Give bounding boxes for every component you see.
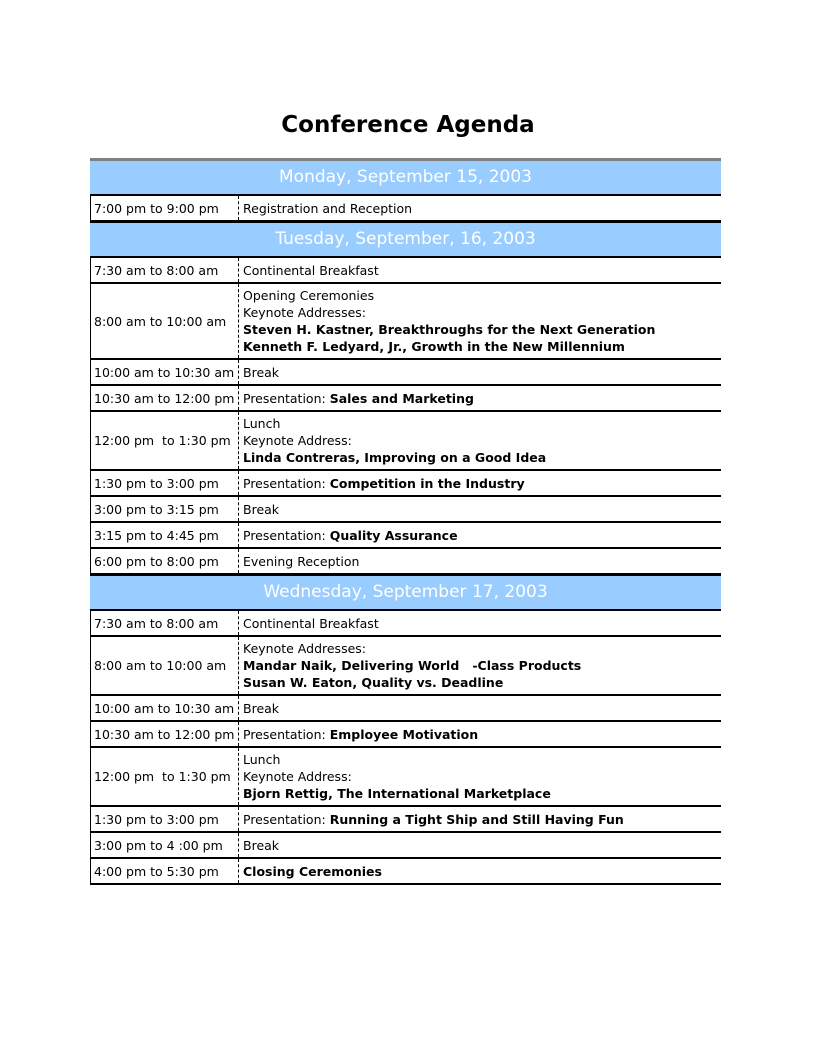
agenda-row	[90, 833, 721, 859]
event-label-text: Keynote Address:	[243, 433, 352, 448]
event-label-text: Presentation:	[243, 527, 330, 543]
description-cell	[238, 258, 721, 282]
event-title-text: Bjorn Rettig, The International Marketplace	[243, 786, 551, 801]
agenda-row	[90, 523, 721, 549]
event-label-text: Keynote Addresses:	[243, 641, 366, 656]
agenda-row	[90, 284, 721, 360]
day-header-band: Monday, September 15, 2003	[90, 158, 721, 196]
agenda-row	[90, 859, 721, 885]
time-cell: 1:30 pm to 3:00 pm	[94, 475, 219, 491]
day-header-band: Wednesday, September 17, 2003	[90, 575, 721, 611]
time-cell: 8:00 am to 10:00 am	[94, 658, 227, 673]
description-line	[243, 321, 717, 338]
description-cell	[238, 284, 721, 358]
description-cell	[238, 549, 721, 573]
event-label-text: Keynote Addresses:	[243, 305, 366, 320]
event-label-text: Presentation:	[243, 726, 330, 742]
event-label-text: Break	[243, 700, 280, 716]
description-cell	[238, 196, 721, 220]
description-cell	[238, 497, 721, 521]
event-title-text: Susan W. Eaton, Quality vs. Deadline	[243, 675, 504, 690]
description-line	[243, 501, 717, 518]
description-line	[243, 287, 717, 304]
description-cell	[238, 412, 721, 469]
description-line	[243, 615, 717, 632]
event-title-text: Employee Motivation	[329, 726, 479, 742]
description-cell	[238, 696, 721, 720]
description-line	[243, 674, 717, 691]
time-cell: 8:00 am to 10:00 am	[94, 313, 227, 329]
description-line	[243, 390, 717, 407]
time-cell: 7:30 am to 8:00 am	[94, 615, 219, 631]
event-label-text: Keynote Address:	[243, 769, 352, 784]
event-label-text: Registration and Reception	[243, 200, 413, 216]
description-cell	[238, 637, 721, 694]
event-title-text: Closing Ceremonies	[243, 863, 382, 879]
agenda-row	[90, 258, 721, 284]
description-line	[243, 657, 717, 674]
agenda-row	[90, 722, 721, 748]
time-cell: 7:30 am to 8:00 am	[94, 262, 219, 278]
description-cell	[238, 471, 721, 495]
event-label-text: Continental Breakfast	[243, 615, 379, 631]
time-cell: 1:30 pm to 3:00 pm	[94, 811, 219, 827]
time-cell: 10:00 am to 10:30 am	[94, 364, 235, 380]
event-title-text: Steven H. Kastner, Breakthroughs for the Next Generation	[243, 322, 656, 337]
event-label-text: Break	[243, 501, 280, 517]
agenda-row	[90, 497, 721, 523]
description-line	[243, 527, 717, 544]
agenda-row	[90, 412, 721, 471]
event-label-text: Lunch	[243, 416, 281, 431]
agenda-row	[90, 360, 721, 386]
description-line	[243, 338, 717, 355]
agenda-row	[90, 807, 721, 833]
description-line	[243, 200, 717, 217]
event-label-text: Opening Ceremonies	[243, 288, 375, 303]
description-cell	[238, 859, 721, 883]
agenda-row	[90, 696, 721, 722]
description-line	[243, 640, 717, 657]
agenda-row	[90, 386, 721, 412]
event-label-text: Lunch	[243, 752, 281, 767]
description-line	[243, 553, 717, 570]
event-label-text: Break	[243, 837, 280, 853]
description-cell	[238, 386, 721, 410]
agenda-row	[90, 637, 721, 696]
event-label-text: Presentation:	[243, 475, 330, 491]
description-line	[243, 475, 717, 492]
event-title-text: Quality Assurance	[329, 527, 458, 543]
description-line	[243, 262, 717, 279]
time-cell: 12:00 pm to 1:30 pm	[94, 433, 231, 448]
description-line	[243, 364, 717, 381]
description-cell	[238, 807, 721, 831]
agenda-row	[90, 611, 721, 637]
description-line	[243, 726, 717, 743]
description-line	[243, 700, 717, 717]
description-cell	[238, 748, 721, 805]
time-cell: 3:15 pm to 4:45 pm	[94, 527, 219, 543]
event-title-text: Kenneth F. Ledyard, Jr., Growth in the New Millennium	[243, 339, 625, 354]
time-cell: 10:30 am to 12:00 pm	[94, 390, 235, 406]
event-title-text: Competition in the Industry	[329, 475, 525, 491]
description-line	[243, 415, 717, 432]
day-header-band: Tuesday, September, 16, 2003	[90, 222, 721, 258]
description-line	[243, 811, 717, 828]
time-cell: 3:00 pm to 3:15 pm	[94, 501, 219, 517]
time-cell: 12:00 pm to 1:30 pm	[94, 769, 231, 784]
time-cell: 6:00 pm to 8:00 pm	[94, 553, 219, 569]
agenda-row	[90, 549, 721, 575]
description-line	[243, 751, 717, 768]
description-line	[243, 785, 717, 802]
description-line	[243, 304, 717, 321]
event-title-text: Mandar Naik, Delivering World -Class Products	[243, 658, 582, 673]
page-title: Conference Agenda	[281, 112, 535, 138]
description-line	[243, 863, 717, 880]
event-label-text: Evening Reception	[243, 553, 360, 569]
description-line	[243, 432, 717, 449]
description-cell	[238, 360, 721, 384]
time-cell: 10:30 am to 12:00 pm	[94, 726, 235, 742]
agenda-table	[90, 158, 721, 885]
agenda-row	[90, 471, 721, 497]
description-line	[243, 837, 717, 854]
event-title-text: Sales and Marketing	[329, 390, 474, 406]
agenda-row	[90, 748, 721, 807]
event-label-text: Presentation:	[243, 390, 330, 406]
time-cell: 7:00 pm to 9:00 pm	[94, 200, 219, 216]
event-label-text: Continental Breakfast	[243, 262, 379, 278]
description-cell	[238, 833, 721, 857]
agenda-row	[90, 196, 721, 222]
event-title-text: Running a Tight Ship and Still Having Fun	[329, 811, 624, 827]
time-cell: 4:00 pm to 5:30 pm	[94, 863, 219, 879]
time-cell: 10:00 am to 10:30 am	[94, 700, 235, 716]
event-label-text: Presentation:	[243, 811, 330, 827]
description-cell	[238, 611, 721, 635]
time-cell: 3:00 pm to 4 :00 pm	[94, 837, 223, 853]
description-line	[243, 449, 717, 466]
description-line	[243, 768, 717, 785]
event-title-text: Linda Contreras, Improving on a Good Idea	[243, 450, 547, 465]
description-cell	[238, 523, 721, 547]
event-label-text: Break	[243, 364, 280, 380]
description-cell	[238, 722, 721, 746]
